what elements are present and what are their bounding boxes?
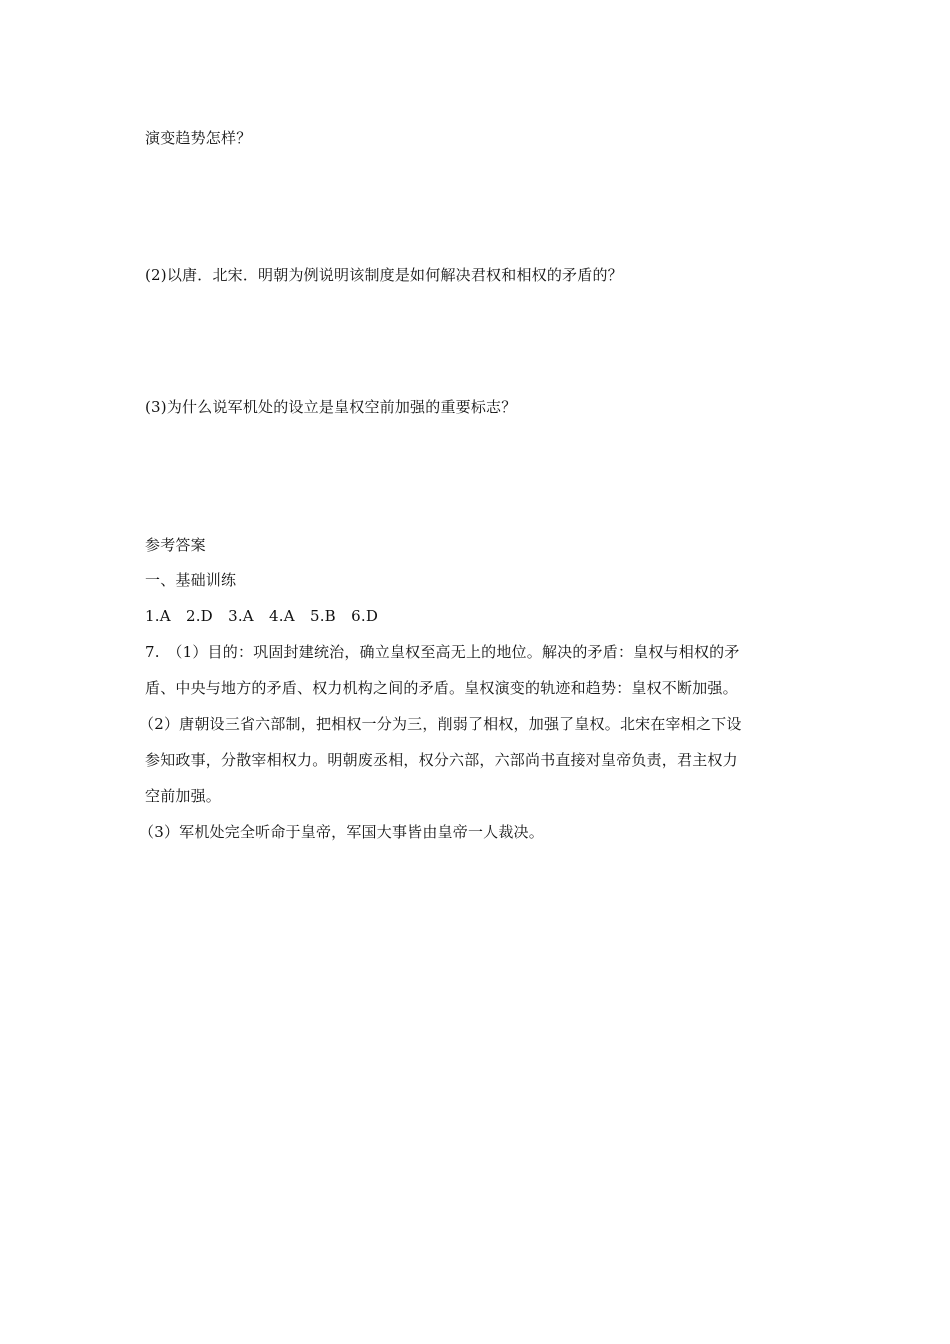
answer-7-line-1: 7. （1）目的：巩固封建统治，确立皇权至高无上的地位。解决的矛盾：皇权与相权的矛 [145, 643, 740, 661]
answer-7-line-5: 空前加强。 [145, 787, 222, 805]
multiple-choice-answers: 1.A 2.D 3.A 4.A 5.B 6.D [145, 607, 379, 625]
answers-section-heading: 一、基础训练 [145, 571, 237, 589]
answer-7-line-6: （3）军机处完全听命于皇帝，军国大事皆由皇帝一人裁决。 [139, 823, 544, 841]
question-3: (3)为什么说军机处的设立是皇权空前加强的重要标志？ [145, 398, 517, 416]
question-2: (2)以唐．北宋．明朝为例说明该制度是如何解决君权和相权的矛盾的？ [145, 266, 623, 284]
answer-7-line-3: （2）唐朝设三省六部制，把相权一分为三，削弱了相权，加强了皇权。北宋在宰相之下设 [139, 715, 742, 733]
answers-title: 参考答案 [145, 536, 206, 554]
answer-7-line-2: 盾、中央与地方的矛盾、权力机构之间的矛盾。皇权演变的轨迹和趋势：皇权不断加强。 [145, 679, 738, 697]
question-1-continuation: 演变趋势怎样？ [145, 129, 252, 147]
answer-7-line-4: 参知政事，分散宰相权力。明朝废丞相，权分六部，六部尚书直接对皇帝负责，君主权力 [145, 751, 738, 769]
